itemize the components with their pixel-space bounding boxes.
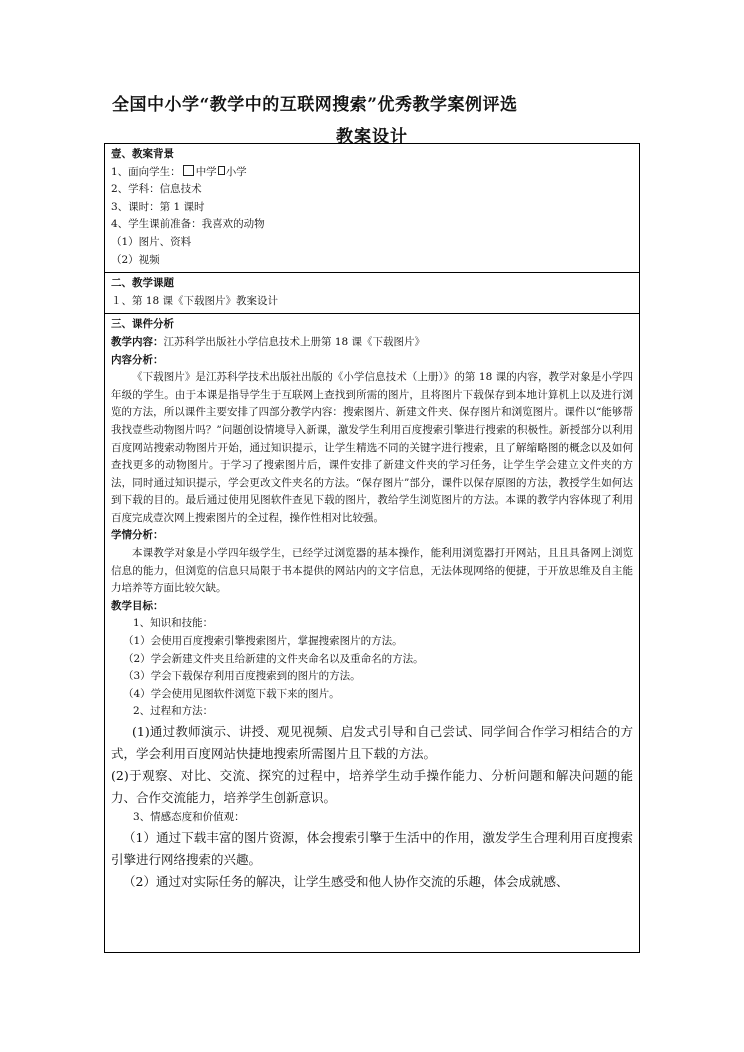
teaching-goals-label: 教学目标： [111,599,164,612]
section-analysis [105,314,639,895]
primary-school-checkbox[interactable] [218,166,225,175]
teaching-content [111,334,633,352]
goal-process-p1-tail: 快捷地搜索所需图片且下载的方法。 [236,746,437,761]
prep-line: 4、学生课前准备：我喜欢的动物 [111,218,265,231]
topic-line: １、第 18 课《下载图片》教案设计 [111,294,279,307]
student-analysis-text: 本课教学对象是小学四年级学生，已经学过浏览器的基本操作，能利用浏览器打开网站，且且具备网上浏览信息的能力，但浏览的信息只局限于书本提供的网站内的文字信息，无法体现网络的便捷，于开放思维及自主能力培养等方面比较欠缺。 [111,547,633,595]
target-label: 1、面向学生： [111,165,181,178]
content-analysis-label: 内容分析： [111,353,164,366]
goal-process-p1-head: (1)通过教师演示、讲授、观见视频、启发式引导和自己尝试、同学间合作学习相结合的方式，学会利用百度网站 [111,724,633,761]
goal-process-paragraph-2: (2)于观察、对比、交流、探究的过程中，培养学生动手操作能力、分析问题和解决问题的能力、合作交流能力，培养学生创新意识。 [111,768,633,805]
section-heading: 二、教学课题 [111,277,174,290]
subject-line: 2、学科：信息技术 [111,183,202,196]
teaching-content-text: 江苏科学出版社小学信息技术上册第 18 课《下载图片》 [163,335,426,348]
goal-attitude-paragraph-2: （2）通过对实际任务的解决，让学生感受和他人协作交流的乐趣，体会成就感、 [123,873,569,889]
content-analysis-text: 《下载图片》是江苏科学技术出版社出版的《小学信息技术（上册）》的第 18 课的内容，教学对象是小学四年级的学生。由于本课是指导学生于互联网上查找到所需的图片，且将图片下载保存到本地计算机上以及进行浏览的方法，所以课件主要安排了四部分教学内容：搜索图片、新建文件夹、保存图片和浏览图片。课件以“能够帮我找壹些动物图片吗？”问题创设情境导入新课，激发学生利用百度搜索引擎进行搜索的积极性。新授部分以利用百度网站搜索动物图片开始，通过知识提示，让学生精选不同的关键字进行搜索，且了解缩略图的概念以及如何查找更多的动物图片。于学习了搜索图片后，课件安排了新建文件夹的学习任务，让学生学会建立文件夹的方法，同时通过知识提示，学会更改文件夹名的方法。“保存图片”部分，课件以保存原图的方法，教授学生如何达到下载的目的。最后通过使用见图软件查见下载的图片，教给学生浏览图片的方法。本课的教学内容体现了利用百度完成壹次网上搜索图片的全过程，操作性相对比较强。 [111,371,633,524]
prep-item: （1）图片、资料 [111,235,192,248]
document-subtitle: 教案设计 [336,127,408,147]
goal-attitude-paragraph-1: （1）通过下载丰富的图片资源，体会搜索引擎于生活中的作用，激发学生合理利用百度搜索引擎进行网络搜索的兴趣。 [111,829,633,867]
prep-item: （2）视频 [111,253,160,266]
teaching-content-label: 教学内容： [111,335,164,348]
primary-school-label: 小学 [225,165,247,178]
goal-process-paragraph-1 [111,721,633,765]
section-heading: 三、课件分析 [111,318,174,331]
lesson-plan-table [104,143,640,953]
goal-item: （2）学会新建文件夹且给新建的文件夹命名以及重命名的方法。 [123,652,424,665]
goal-attitude-title: 3、情感态度和价值观： [133,811,245,823]
section-background [105,144,639,273]
hours-line: 3、课时：第 1 课时 [111,200,205,213]
document-title: 全国中小学“教学中的互联网搜索”优秀教学案例评选 [112,95,518,115]
middle-school-checkbox[interactable] [183,165,194,176]
section-heading: 壹、教案背景 [111,148,174,160]
goal-process-title: 2、过程和方法： [133,705,214,718]
goal-item: （1）会使用百度搜索引擎搜索图片，掌握搜索图片的方法。 [123,635,403,648]
target-students-row [111,164,633,182]
goal-item: （3）学会下载保存利用百度搜索到的图片的方法。 [123,670,361,683]
goal-knowledge-title: 1、知识和技能： [133,617,214,630]
student-analysis-label: 学情分析： [111,529,164,542]
section-topic [105,273,639,314]
middle-school-label: 中学 [195,165,217,178]
goal-item: （4）学会使用见图软件浏览下载下来的图片。 [123,687,340,700]
